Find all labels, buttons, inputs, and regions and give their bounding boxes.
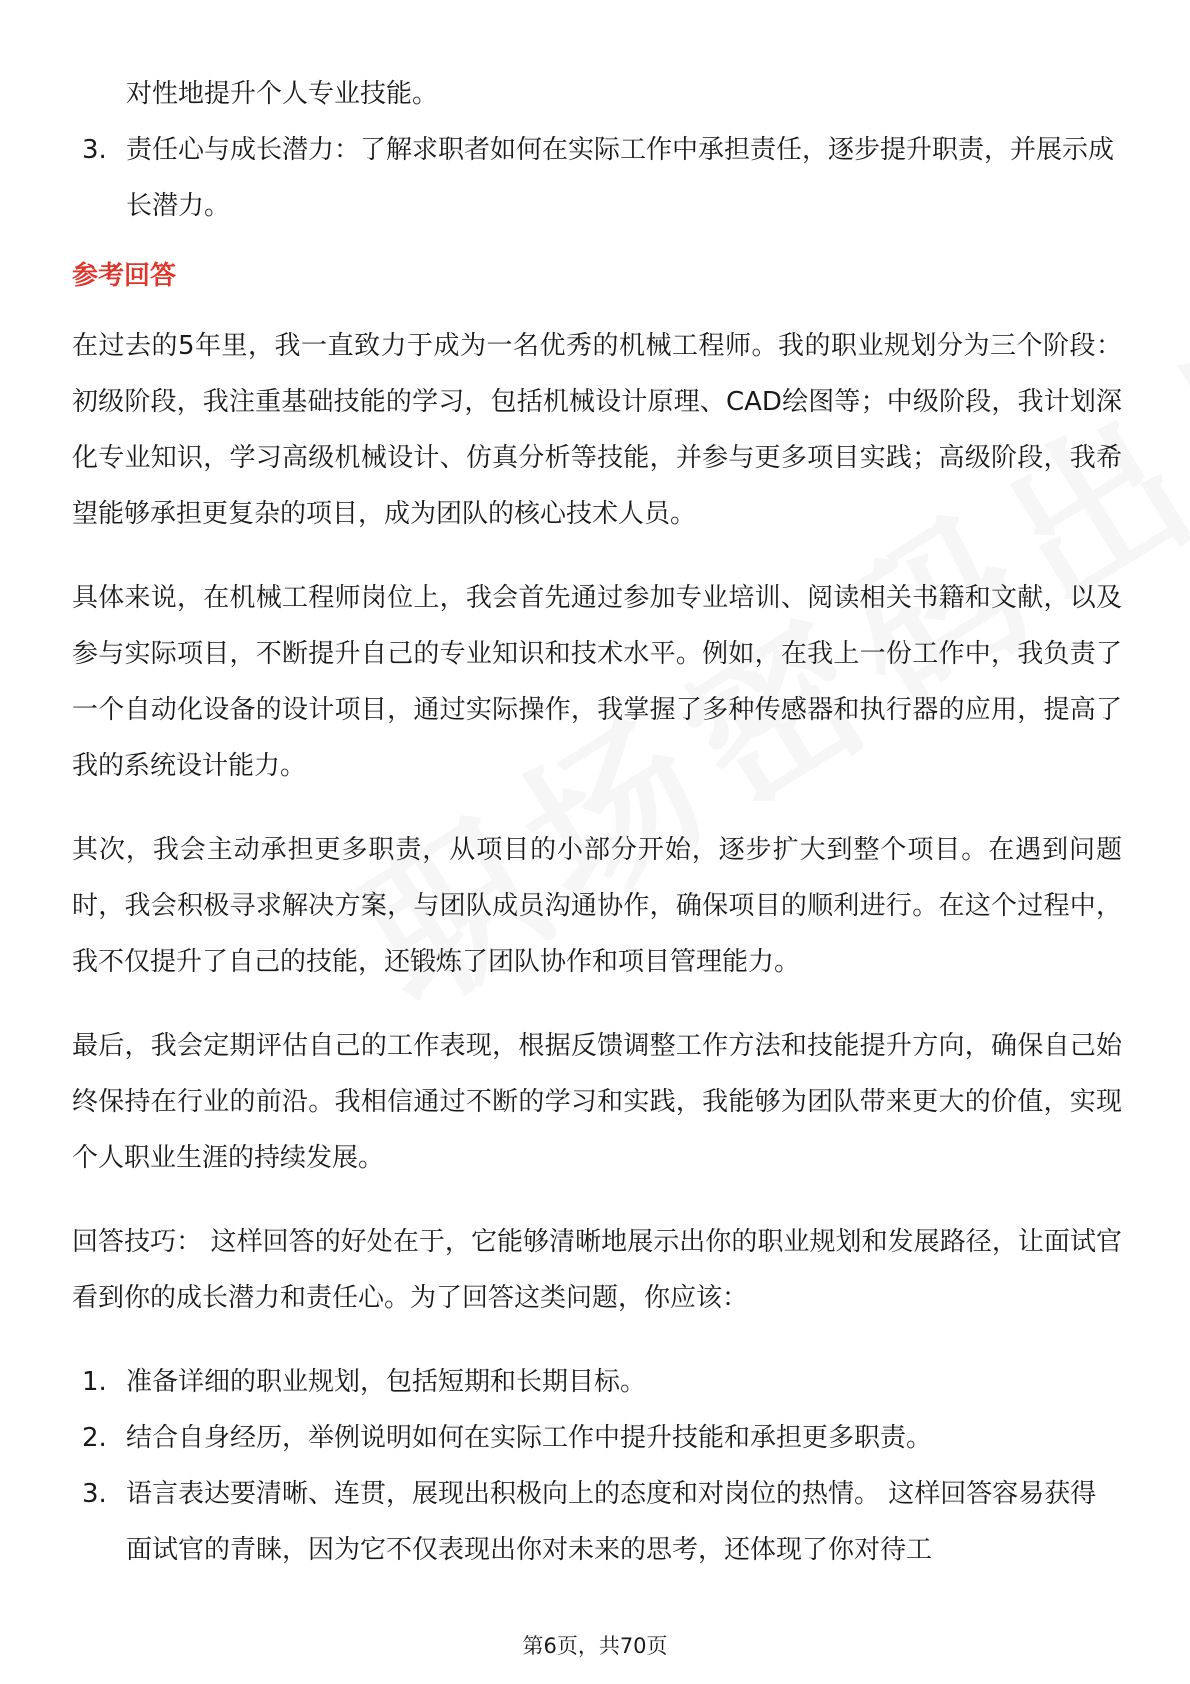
- list-item-text: 准备详细的职业规划，包括短期和长期目标。: [126, 1367, 647, 1397]
- list-item-text: 语言表达要清晰、连贯，展现出积极向上的态度和对岗位的热情。 这样回答容易获得面试官的青睐，因为它不仅表现出你对未来的思考，还体现了你对待工: [126, 1479, 1097, 1565]
- answer-paragraph: 其次，我会主动承担更多职责，从项目的小部分开始，逐步扩大到整个项目。在遇到问题时，我会积极寻求解决方案，与团队成员沟通协作，确保项目的顺利进行。在这个过程中，我不仅提升了自己的技能，还锻炼了团队协作和项目管理能力。: [72, 835, 1122, 977]
- list-item: [72, 1354, 1122, 1410]
- list-item-continuation: 对性地提升个人专业技能。: [126, 79, 439, 109]
- list-item-text: 责任心与成长潜力：了解求职者如何在实际工作中承担责任，逐步提升职责，并展示成长潜力。: [126, 135, 1115, 221]
- answer-paragraph: 在过去的5年里，我一直致力于成为一名优秀的机械工程师。我的职业规划分为三个阶段：初级阶段，我注重基础技能的学习，包括机械设计原理、CAD绘图等；中级阶段，我计划深化专业知识，学习高级机械设计、仿真分析等技能，并参与更多项目实践；高级阶段，我希望能够承担更复杂的项目，成为团队的核心技术人员。: [72, 331, 1122, 529]
- requirements-list: [72, 122, 1122, 234]
- list-item-number: 3.: [82, 135, 107, 165]
- list-item: [72, 122, 1122, 234]
- list-item-number: 2.: [82, 1423, 107, 1453]
- answer-paragraph: 具体来说，在机械工程师岗位上，我会首先通过参加专业培训、阅读相关书籍和文献，以及参与实际项目，不断提升自己的专业知识和技术水平。例如，在我上一份工作中，我负责了一个自动化设备的设计项目，通过实际操作，我掌握了多种传感器和执行器的应用，提高了我的系统设计能力。: [72, 583, 1122, 781]
- list-item-text: 结合自身经历，举例说明如何在实际工作中提升技能和承担更多职责。: [126, 1423, 933, 1453]
- tips-list: [72, 1354, 1122, 1578]
- answer-paragraph: 最后，我会定期评估自己的工作表现，根据反馈调整工作方法和技能提升方向，确保自己始终保持在行业的前沿。我相信通过不断的学习和实践，我能够为团队带来更大的价值，实现个人职业生涯的持续发展。: [72, 1031, 1122, 1173]
- list-item: [72, 1410, 1122, 1466]
- tips-paragraph: 回答技巧： 这样回答的好处在于，它能够清晰地展示出你的职业规划和发展路径，让面试官看到你的成长潜力和责任心。为了回答这类问题，你应该：: [72, 1227, 1122, 1313]
- page-number-footer: 第6页，共70页: [522, 1634, 668, 1658]
- page-content: [72, 66, 1122, 1578]
- list-item-number: 1.: [82, 1367, 107, 1397]
- list-item-number: 3.: [82, 1479, 107, 1509]
- section-title: 参考回答: [72, 261, 177, 291]
- list-item: [72, 1466, 1122, 1578]
